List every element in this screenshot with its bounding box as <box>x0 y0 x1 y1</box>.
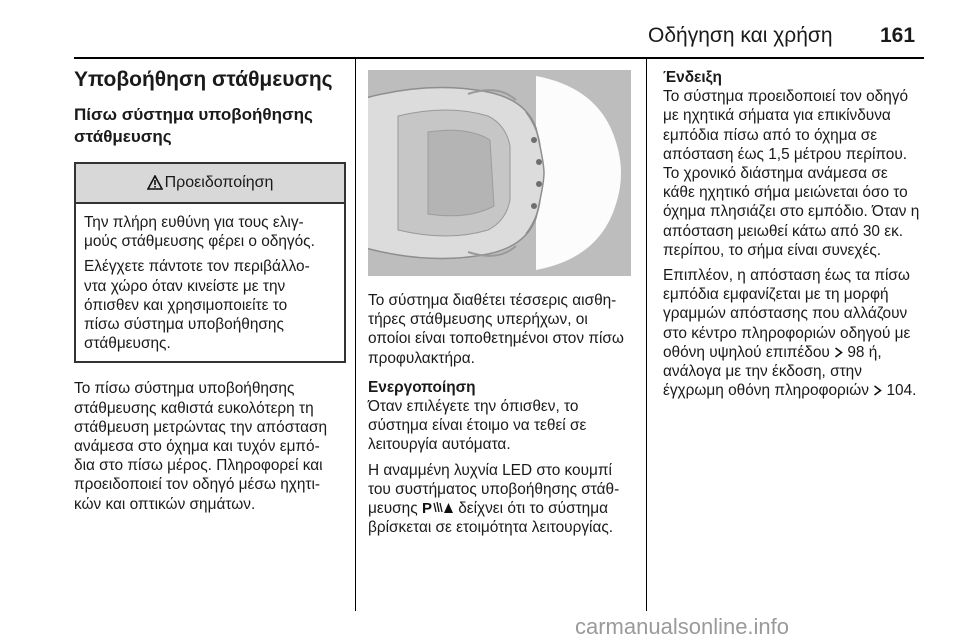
text-line: απόσταση μειωθεί κάτω από 30 εκ. <box>663 222 904 240</box>
text-line: στο κέντρο πληροφοριών οδηγού με <box>663 324 911 342</box>
text-line: Το σύστημα προειδοποιεί τον οδηγό <box>663 88 909 106</box>
text-line: Την πλήρη ευθύνη για τους ελιγ- <box>84 214 304 231</box>
cross-reference-arrow-icon[interactable] <box>873 385 882 396</box>
warning-paragraph <box>84 257 336 353</box>
header-rule <box>74 57 924 59</box>
indication-paragraph <box>663 87 931 260</box>
parking-sensors-illustration <box>368 70 631 276</box>
warning-body <box>76 204 344 361</box>
figure-caption <box>368 291 634 368</box>
column-1 <box>74 64 346 514</box>
running-header-title: Οδήγηση και χρήση <box>648 24 833 47</box>
text-line: Επιπλέον, η απόσταση έως τα πίσω <box>663 267 910 285</box>
text-line: όχημα πλησιάζει στο εμπόδιο. Όταν η <box>663 203 920 221</box>
text-line: εμπόδια εμφανίζεται με τη μορφή <box>663 286 889 304</box>
warning-triangle-icon <box>147 175 163 190</box>
page-reference-link[interactable]: 104. <box>886 382 917 400</box>
subsection-title <box>74 104 346 148</box>
text-line: τήρες στάθμευσης υπερήχων, οι <box>368 311 588 329</box>
distance-paragraph <box>663 266 931 400</box>
column-2 <box>368 70 634 537</box>
text-line: μευσης <box>368 500 418 518</box>
text-line: οποίοι είναι τοποθετημένοι στον πίσω <box>368 330 624 348</box>
section-title: Υποβοήθηση στάθμευσης <box>74 68 333 91</box>
text-line: ντα χώρο όταν κινείστε με την <box>84 277 286 295</box>
text-line: Το σύστημα διαθέτει τέσσερις αισθη- <box>368 292 617 309</box>
activation-heading: Ενεργοποίηση <box>368 378 476 396</box>
text-line: κών και οπτικών σημάτων. <box>74 495 256 513</box>
text-line: Το χρονικό διάστημα ανάμεσα σε <box>663 165 888 183</box>
subsection-title-line: Πίσω σύστημα υποβοήθησης <box>74 105 313 124</box>
text-line: Η αναμμένη λυχνία LED στο κουμπί <box>368 461 612 479</box>
text-line: με ηχητικά σήματα για επικίνδυνα <box>663 107 891 125</box>
text-line: Όταν επιλέγετε την όπισθεν, το <box>368 398 579 416</box>
page-reference-link[interactable]: 98 ή, <box>847 343 882 361</box>
text-line: ανάμεσα στο όχημα και τυχόν εμπό- <box>74 438 320 456</box>
text-line: στάθμευση μετρώντας την απόσταση <box>74 418 328 436</box>
text-line: έγχρωμη οθόνη πληροφοριών <box>663 382 869 400</box>
text-line: μούς στάθμευσης φέρει ο οδηγός. <box>84 233 315 251</box>
text-line: ανάλογα με την έκδοση, στην <box>663 363 862 381</box>
text-line: κάθε ηχητικό σήμα μειώνεται όσο το <box>663 184 908 202</box>
column-3 <box>663 68 931 400</box>
column-divider <box>646 59 647 611</box>
body-paragraph <box>74 379 346 513</box>
text-line: προειδοποιεί τον οδηγό μέσω ηχητι- <box>74 476 321 494</box>
parking-assist-icon <box>422 500 454 515</box>
text-line: δείχνει ότι το σύστημα <box>458 500 608 518</box>
warning-header <box>76 164 344 204</box>
text-line: περίπου, το σήμα είναι συνεχές. <box>663 241 882 259</box>
text-line: πίσω σύστημα υποβοήθησης <box>84 316 284 334</box>
text-line: γραμμών απόστασης που αλλάζουν <box>663 305 908 323</box>
text-line: στάθμευσης. <box>84 335 171 353</box>
text-line: στάθμευσης καθιστά ευκολότερη τη <box>74 399 314 417</box>
text-line: βρίσκεται σε ετοιμότητα λειτουργίας. <box>368 519 614 537</box>
watermark: carmanualsonline.info <box>575 614 790 639</box>
subsection-title-line: στάθμευσης <box>74 127 172 146</box>
indication-heading: Ένδειξη <box>663 69 722 86</box>
text-line: σύστημα είναι έτοιμο να τεθεί σε <box>368 417 587 435</box>
svg-text:P: P <box>421 500 432 516</box>
led-paragraph <box>368 461 634 538</box>
text-line: Το πίσω σύστημα υποβοήθησης <box>74 380 295 398</box>
warning-title: Προειδοποίηση <box>164 174 274 191</box>
column-divider <box>355 59 356 611</box>
text-line: εμπόδια πίσω από το όχημα σε <box>663 126 878 144</box>
text-line: Ελέγχετε πάντοτε τον περιβάλλο- <box>84 258 310 276</box>
text-line: δια στο πίσω μέρος. Πληροφορεί και <box>74 457 323 475</box>
text-line: του συστήματος υποβοήθησης στάθ- <box>368 480 620 498</box>
text-line: απόσταση έως 1,5 μέτρου περίπου. <box>663 145 908 163</box>
text-line: οθόνη υψηλού επιπέδου <box>663 343 830 361</box>
activation-paragraph <box>368 397 634 455</box>
warning-box <box>74 162 346 363</box>
text-line: λειτουργία αυτόματα. <box>368 436 511 454</box>
text-line: προφυλακτήρα. <box>368 349 475 367</box>
car-rear-sensors-graphic <box>368 70 631 276</box>
cross-reference-arrow-icon[interactable] <box>834 347 843 358</box>
warning-paragraph <box>84 213 336 251</box>
page-number: 161 <box>880 24 916 47</box>
text-line: όπισθεν και χρησιμοποιείτε το <box>84 296 288 314</box>
